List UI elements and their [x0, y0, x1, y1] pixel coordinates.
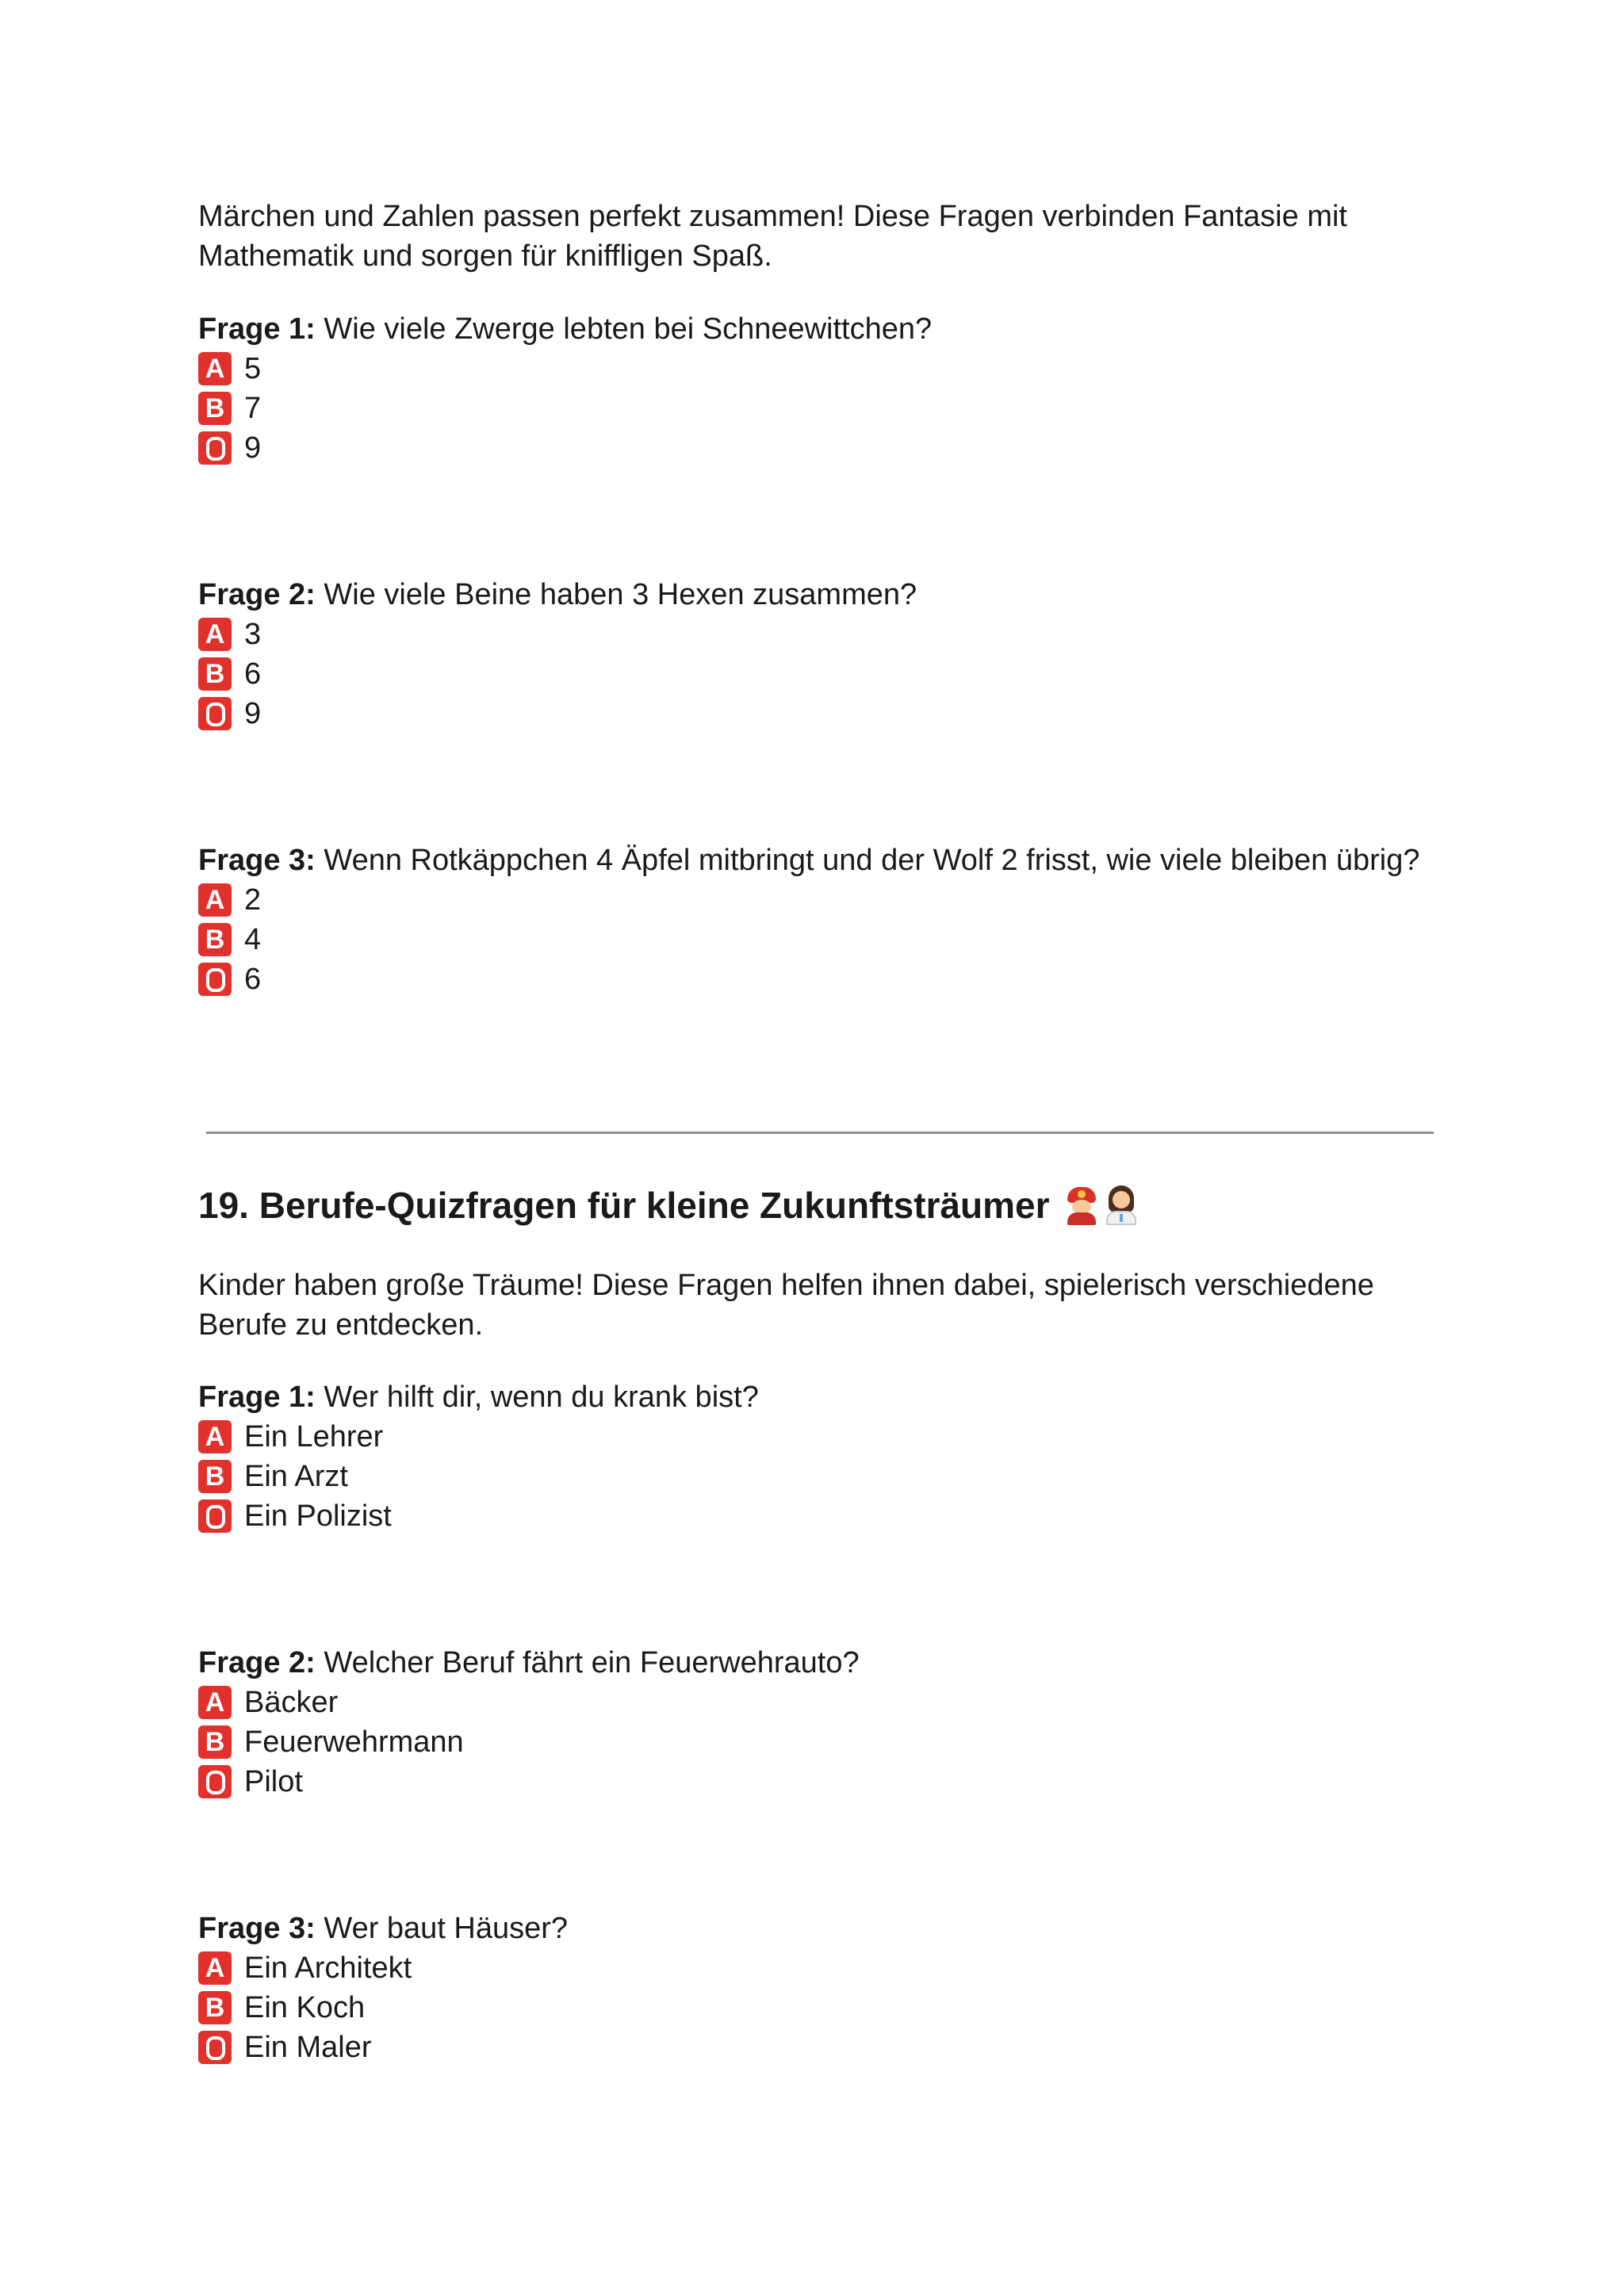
intro-line-2: Mathematik und sorgen für kniffligen Spaß.: [198, 239, 772, 273]
answer-text: Ein Maler: [244, 2031, 372, 2064]
answer-text: 7: [244, 392, 262, 425]
answer-option: [198, 880, 261, 920]
a-button-icon: A: [198, 618, 232, 651]
section-heading: [198, 1181, 1139, 1229]
answer-option: [198, 1722, 464, 1762]
section-intro-line-1: Kinder haben große Träume! Diese Fragen helfen ihnen dabei, spielerisch verschiedene: [198, 1269, 1374, 1302]
answer-text: 3: [244, 618, 262, 651]
o-button-icon: [198, 963, 232, 996]
section-heading-text: 19. Berufe-Quizfragen für kleine Zukunftsträumer: [198, 1185, 1050, 1226]
answer-text: Ein Architekt: [244, 1951, 412, 1985]
b-button-icon: B: [198, 657, 232, 691]
b-button-icon: B: [198, 923, 232, 956]
a-button-icon: A: [198, 1420, 232, 1453]
answer-text: Ein Arzt: [244, 1460, 348, 1493]
math-question-2: [198, 575, 917, 615]
answer-option: [198, 1417, 392, 1457]
intro-paragraph: [198, 197, 1435, 276]
answer-text: 9: [244, 431, 262, 465]
answer-text: 2: [244, 883, 262, 917]
answer-text: Bäcker: [244, 1686, 339, 1719]
a-button-icon: A: [198, 1951, 232, 1985]
doctor-emoji-icon: [1104, 1185, 1139, 1225]
question-label: Frage 1:: [198, 312, 316, 346]
o-button-icon: [198, 697, 232, 730]
question-label: Frage 3:: [198, 1912, 316, 1945]
section-intro-paragraph: [198, 1266, 1435, 1345]
math-question-3-answers: [198, 880, 261, 999]
answer-option: [198, 959, 261, 999]
answer-option: [198, 1683, 464, 1722]
horizontal-divider: [206, 1132, 1434, 1134]
answer-text: Pilot: [244, 1765, 303, 1798]
question-label: Frage 1:: [198, 1381, 316, 1414]
question-text: Wer hilft dir, wenn du krank bist?: [315, 1381, 759, 1414]
a-button-icon: A: [198, 883, 232, 917]
answer-text: 4: [244, 923, 262, 956]
answer-option: [198, 389, 261, 428]
question-text: Wenn Rotkäppchen 4 Äpfel mitbringt und der Wolf 2 frisst, wie viele bleiben übrig?: [315, 844, 1420, 877]
intro-line-1: Märchen und Zahlen passen perfekt zusammen! Diese Fragen verbinden Fantasie mit: [198, 200, 1347, 233]
o-button-icon: [198, 1499, 232, 1533]
answer-option: [198, 1762, 464, 1802]
math-question-3: [198, 841, 1420, 880]
answer-option: [198, 615, 261, 654]
b-button-icon: B: [198, 1725, 232, 1759]
o-button-icon: [198, 431, 232, 465]
answer-option: [198, 694, 261, 733]
question-text: Wie viele Zwerge lebten bei Schneewittchen?: [315, 312, 933, 346]
question-text: Welcher Beruf fährt ein Feuerwehrauto?: [315, 1646, 860, 1679]
job-question-1: [198, 1377, 759, 1417]
question-label: Frage 2:: [198, 1646, 316, 1679]
math-question-1: [198, 309, 932, 349]
a-button-icon: A: [198, 1686, 232, 1719]
question-label: Frage 3:: [198, 844, 316, 877]
math-question-1-answers: [198, 349, 261, 468]
a-button-icon: A: [198, 352, 232, 385]
question-text: Wer baut Häuser?: [315, 1912, 569, 1945]
answer-text: 9: [244, 697, 262, 730]
job-question-1-answers: [198, 1417, 392, 1536]
b-button-icon: B: [198, 1460, 232, 1493]
answer-option: [198, 2028, 412, 2067]
job-question-3: [198, 1909, 568, 1948]
o-button-icon: [198, 2031, 232, 2064]
job-question-2: [198, 1643, 860, 1683]
answer-text: 5: [244, 352, 262, 385]
b-button-icon: B: [198, 392, 232, 425]
answer-text: 6: [244, 657, 262, 691]
answer-option: [198, 1948, 412, 1988]
question-label: Frage 2:: [198, 578, 316, 611]
answer-text: Ein Koch: [244, 1991, 366, 2024]
answer-option: [198, 349, 261, 389]
answer-option: [198, 1457, 392, 1496]
question-text: Wie viele Beine haben 3 Hexen zusammen?: [315, 578, 917, 611]
b-button-icon: B: [198, 1991, 232, 2024]
section-intro-line-2: Berufe zu entdecken.: [198, 1308, 484, 1342]
answer-option: [198, 654, 261, 694]
answer-text: Ein Lehrer: [244, 1420, 384, 1453]
answer-text: Feuerwehrmann: [244, 1725, 464, 1759]
answer-text: 6: [244, 963, 262, 996]
answer-option: [198, 1988, 412, 2028]
job-question-2-answers: [198, 1683, 464, 1802]
job-question-3-answers: [198, 1948, 412, 2067]
o-button-icon: [198, 1765, 232, 1798]
answer-option: [198, 428, 261, 468]
answer-text: Ein Polizist: [244, 1499, 392, 1533]
math-question-2-answers: [198, 615, 261, 733]
answer-option: [198, 1496, 392, 1536]
firefighter-emoji-icon: [1064, 1185, 1099, 1225]
answer-option: [198, 920, 261, 959]
